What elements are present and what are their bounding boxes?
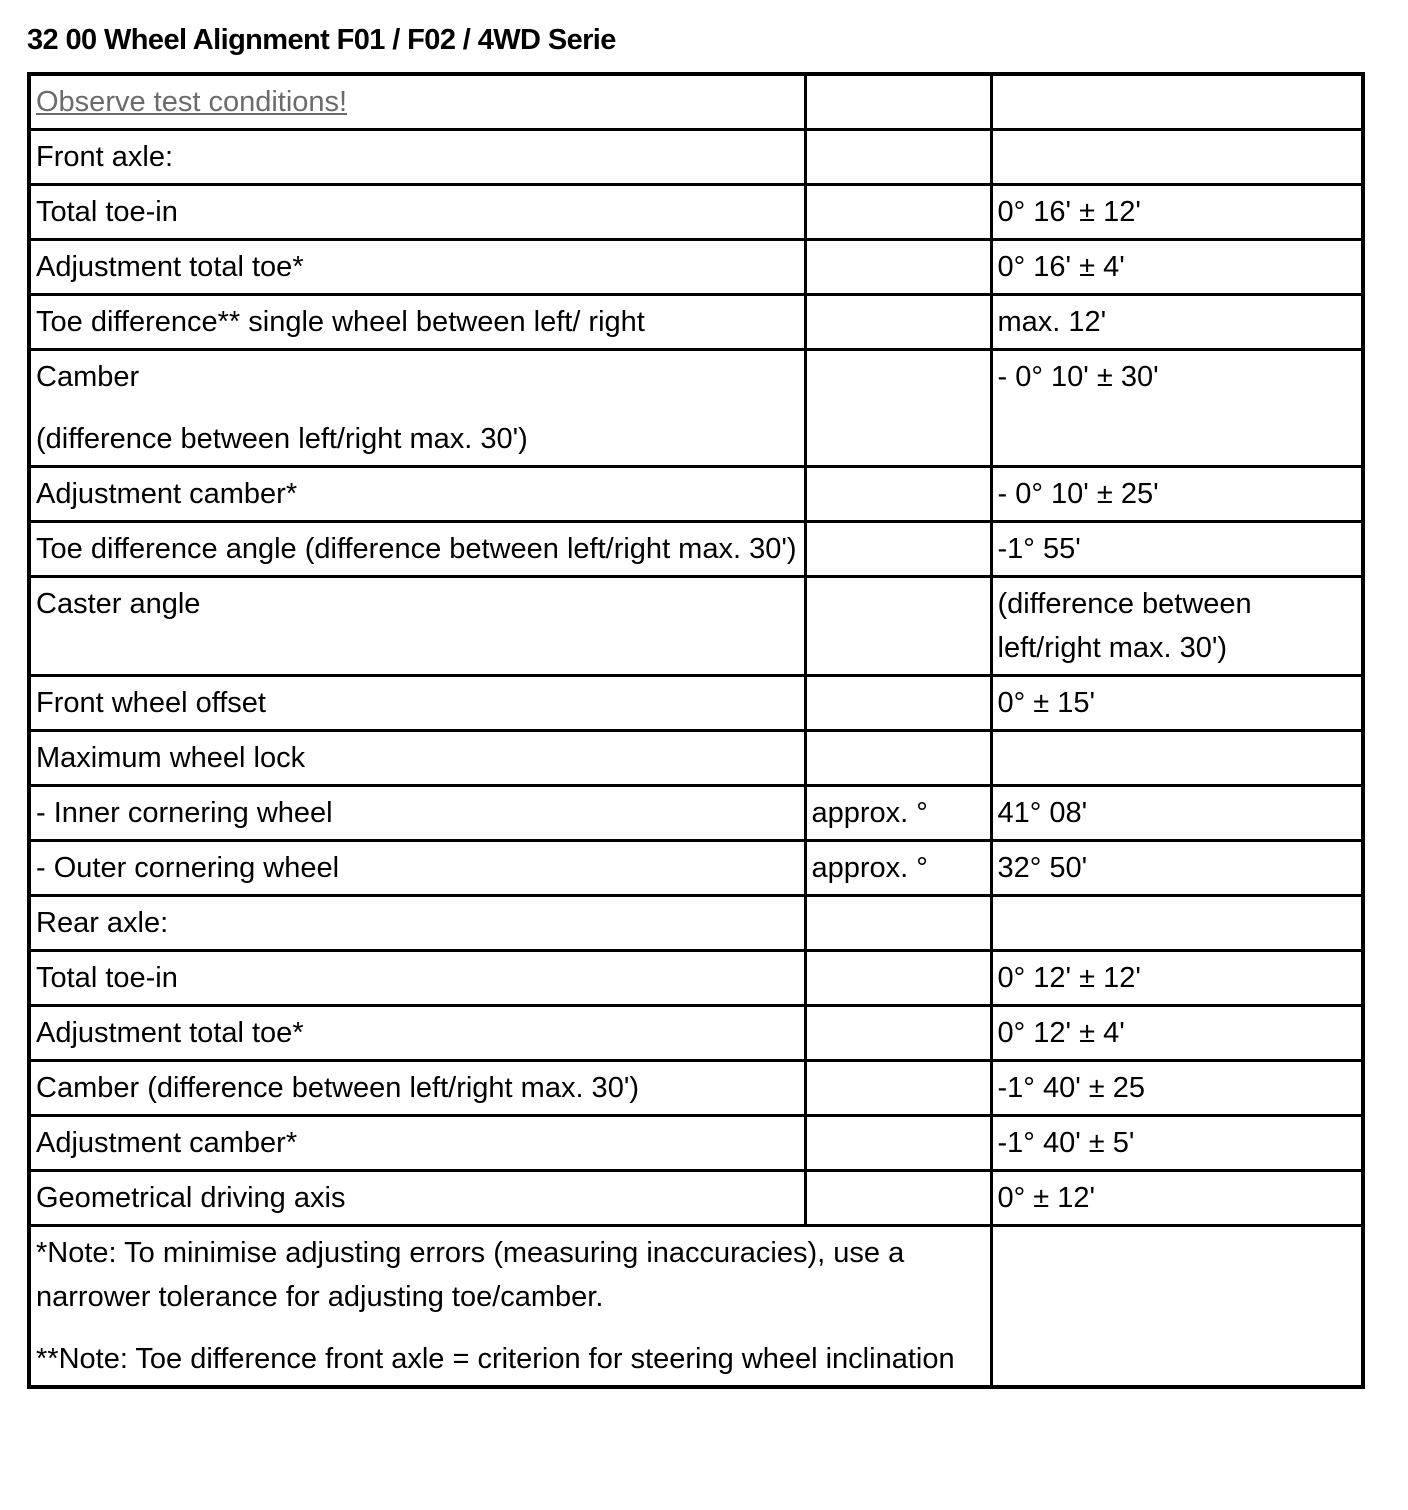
table-cell-value: 0° ± 15' bbox=[991, 676, 1363, 731]
table-cell-label: Caster angle bbox=[29, 577, 805, 676]
table-row-header bbox=[29, 74, 1363, 130]
table-cell-qualifier bbox=[805, 295, 991, 350]
notes-cell bbox=[29, 1226, 991, 1388]
table-cell-value: - 0° 10' ± 25' bbox=[991, 467, 1363, 522]
camber-label: Camber bbox=[36, 361, 140, 393]
table-cell-value bbox=[991, 1226, 1363, 1388]
table-cell-label bbox=[29, 350, 805, 467]
table-cell-label: Total toe-in bbox=[29, 185, 805, 240]
page-title: 32 00 Wheel Alignment F01 / F02 / 4WD Serie bbox=[27, 24, 616, 56]
table-cell-value bbox=[991, 896, 1363, 951]
table-cell-label: Geometrical driving axis bbox=[29, 1171, 805, 1226]
table-cell-value: 0° ± 12' bbox=[991, 1171, 1363, 1226]
table-cell-qualifier bbox=[805, 1171, 991, 1226]
table-cell-qualifier bbox=[805, 1061, 991, 1116]
table-cell-label: Adjustment total toe* bbox=[29, 240, 805, 295]
table-row bbox=[29, 295, 1363, 350]
note-1: *Note: To minimise adjusting errors (measuring inaccuracies), use a narrower tolerance for adjusting toe/camber. bbox=[36, 1237, 905, 1313]
table-cell-qualifier bbox=[805, 731, 991, 786]
table-row bbox=[29, 522, 1363, 577]
table-cell-qualifier bbox=[805, 676, 991, 731]
table-cell-label: Rear axle: bbox=[29, 896, 805, 951]
table-cell-label: Front wheel offset bbox=[29, 676, 805, 731]
table-cell-value: - 0° 10' ± 30' bbox=[991, 350, 1363, 467]
table-cell-value bbox=[991, 130, 1363, 185]
table-cell-value bbox=[991, 731, 1363, 786]
table-cell-label: Toe difference angle (difference between left/right max. 30') bbox=[29, 522, 805, 577]
table-row bbox=[29, 786, 1363, 841]
table-cell-value: (difference between left/right max. 30') bbox=[991, 577, 1363, 676]
table-cell-qualifier bbox=[805, 522, 991, 577]
table-cell-qualifier: approx. ° bbox=[805, 786, 991, 841]
table-cell-qualifier: approx. ° bbox=[805, 841, 991, 896]
table-row bbox=[29, 1116, 1363, 1171]
table-cell-qualifier bbox=[805, 74, 991, 130]
table-cell-qualifier bbox=[805, 1006, 991, 1061]
table-row bbox=[29, 731, 1363, 786]
table-cell-value: -1° 55' bbox=[991, 522, 1363, 577]
table-row bbox=[29, 1006, 1363, 1061]
table-cell-label: Maximum wheel lock bbox=[29, 731, 805, 786]
observe-test-conditions-link[interactable]: Observe test conditions! bbox=[36, 86, 348, 118]
table-cell-label bbox=[29, 74, 805, 130]
table-cell-label: Adjustment camber* bbox=[29, 467, 805, 522]
table-cell-qualifier bbox=[805, 951, 991, 1006]
wheel-alignment-table bbox=[27, 72, 1365, 1389]
table-row bbox=[29, 350, 1363, 467]
table-row bbox=[29, 1061, 1363, 1116]
table-row bbox=[29, 577, 1363, 676]
note-2: **Note: Toe difference front axle = criterion for steering wheel inclination bbox=[36, 1343, 955, 1375]
table-row bbox=[29, 1171, 1363, 1226]
camber-sublabel: (difference between left/right max. 30') bbox=[36, 423, 528, 455]
table-cell-value bbox=[991, 74, 1363, 130]
table-cell-value: 0° 16' ± 12' bbox=[991, 185, 1363, 240]
table-cell-qualifier bbox=[805, 1116, 991, 1171]
table-cell-value: 0° 16' ± 4' bbox=[991, 240, 1363, 295]
table-cell-qualifier bbox=[805, 467, 991, 522]
table-cell-label: Total toe-in bbox=[29, 951, 805, 1006]
table-cell-value: 0° 12' ± 4' bbox=[991, 1006, 1363, 1061]
table-row bbox=[29, 185, 1363, 240]
table-cell-value: 0° 12' ± 12' bbox=[991, 951, 1363, 1006]
table-cell-qualifier bbox=[805, 185, 991, 240]
table-cell-qualifier bbox=[805, 350, 991, 467]
table-cell-value: 41° 08' bbox=[991, 786, 1363, 841]
table-cell-label: Adjustment camber* bbox=[29, 1116, 805, 1171]
table-cell-value: 32° 50' bbox=[991, 841, 1363, 896]
table-cell-qualifier bbox=[805, 896, 991, 951]
table-cell-qualifier bbox=[805, 577, 991, 676]
table-cell-qualifier bbox=[805, 130, 991, 185]
table-cell-value: -1° 40' ± 25 bbox=[991, 1061, 1363, 1116]
table-row bbox=[29, 841, 1363, 896]
table-row-notes bbox=[29, 1226, 1363, 1388]
table-row bbox=[29, 130, 1363, 185]
table-cell-label: Camber (difference between left/right max. 30') bbox=[29, 1061, 805, 1116]
table-cell-value: -1° 40' ± 5' bbox=[991, 1116, 1363, 1171]
table-row bbox=[29, 240, 1363, 295]
table-cell-qualifier bbox=[805, 240, 991, 295]
table-cell-label: Adjustment total toe* bbox=[29, 1006, 805, 1061]
table-row bbox=[29, 467, 1363, 522]
table-cell-label: Toe difference** single wheel between left/ right bbox=[29, 295, 805, 350]
table-cell-label: - Outer cornering wheel bbox=[29, 841, 805, 896]
table-cell-label: - Inner cornering wheel bbox=[29, 786, 805, 841]
table-cell-value: max. 12' bbox=[991, 295, 1363, 350]
table-row bbox=[29, 951, 1363, 1006]
table-row bbox=[29, 676, 1363, 731]
table-row bbox=[29, 896, 1363, 951]
table-cell-label: Front axle: bbox=[29, 130, 805, 185]
